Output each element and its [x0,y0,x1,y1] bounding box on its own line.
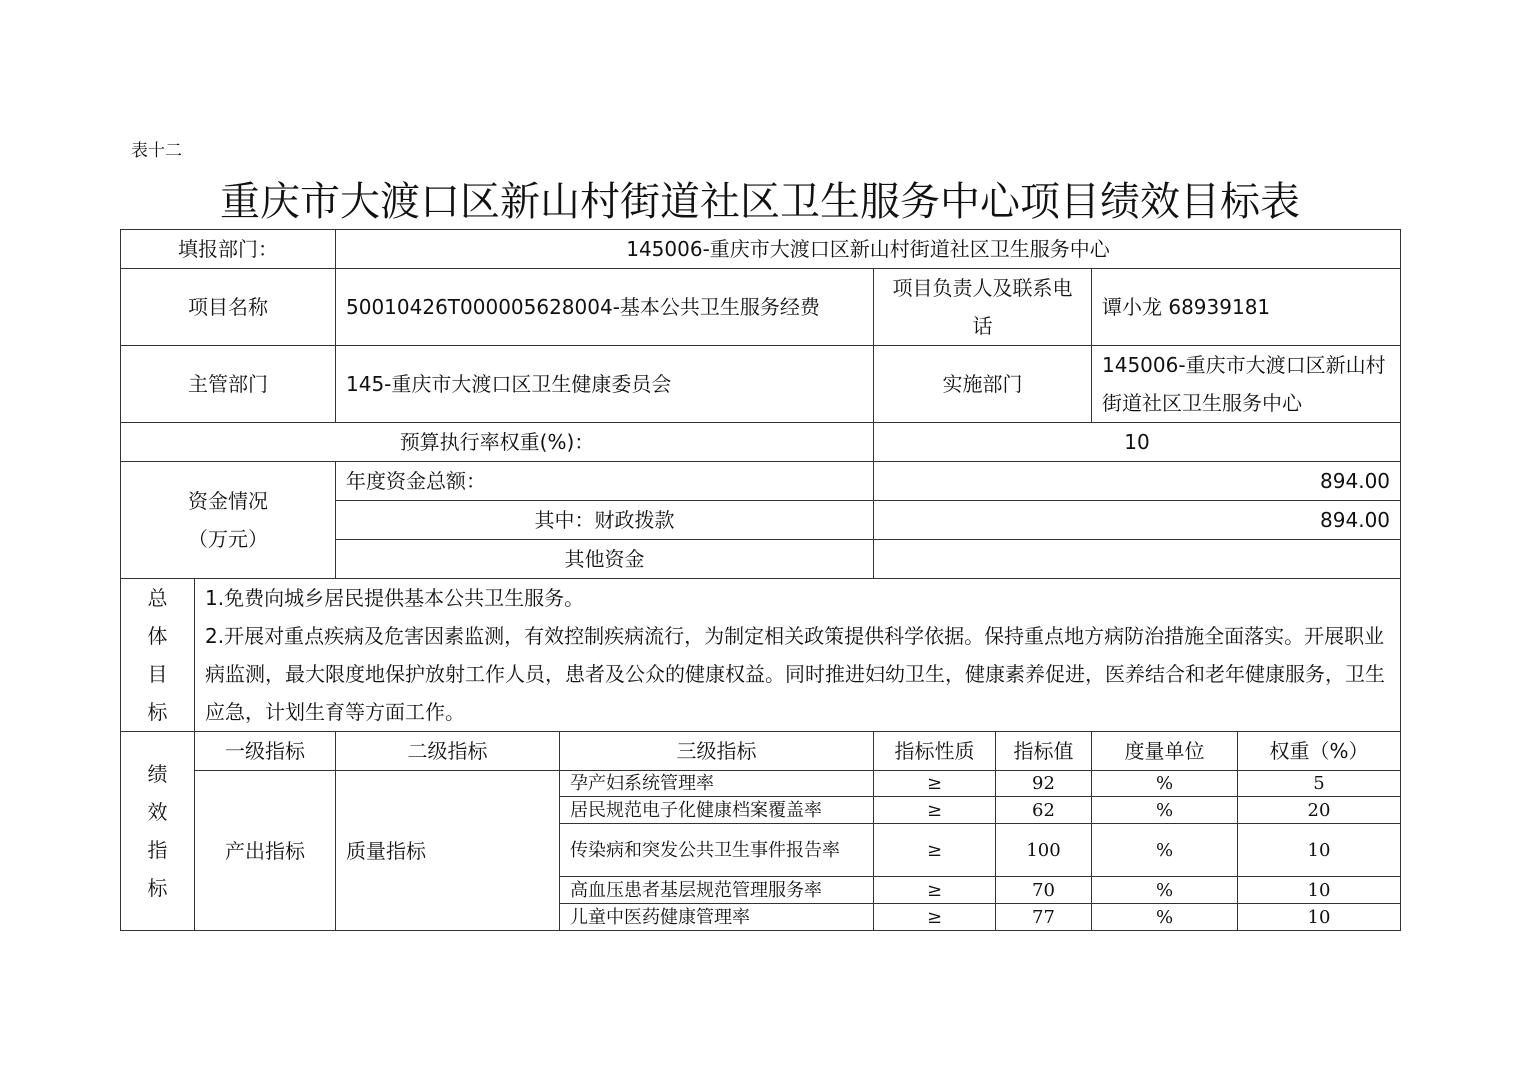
dept-label: 填报部门： [121,230,336,269]
supervisor-value: 145-重庆市大渡口区卫生健康委员会 [336,346,874,423]
header-level3: 三级指标 [560,732,874,771]
header-weight: 权重（%） [1238,732,1401,771]
indicator-row [121,771,1401,797]
other-funds-label: 其他资金 [336,540,874,579]
header-unit: 度量单位 [1092,732,1238,771]
project-name-label: 项目名称 [121,269,336,346]
budget-weight-value: 10 [874,423,1401,462]
indicator-header-row [121,732,1401,771]
indicator-name: 孕产妇系统管理率 [560,771,874,797]
indicator-unit: % [1092,824,1238,877]
goal-line-2: 2.开展对重点疾病及危害因素监测，有效控制疾病流行，为制定相关政策提供科学依据。保持重点地方病防治措施全面落实。开展职业病监测，最大限度地保护放射工作人员，患者及公众的健康权益。同时推进妇幼卫生，健康素养促进，医养结合和老年健康服务，卫生应急，计划生育等方面工作。 [205,624,1385,724]
indicator-unit: % [1092,877,1238,904]
impl-label: 实施部门 [874,346,1092,423]
level2-indicator: 质量指标 [336,771,560,931]
indicator-value: 62 [996,797,1092,824]
fiscal-label: 其中：财政拨款 [336,501,874,540]
document-title: 重庆市大渡口区新山村街道社区卫生服务中心项目绩效目标表 [220,179,1300,225]
level1-indicator: 产出指标 [195,771,336,931]
indicator-name: 传染病和突发公共卫生事件报告率 [560,824,874,877]
indicator-unit: % [1092,797,1238,824]
budget-weight-label: 预算执行率权重(%)： [121,423,874,462]
overall-goal-row [121,579,1401,732]
impl-value: 145006-重庆市大渡口区新山村街道社区卫生服务中心 [1092,346,1401,423]
other-funds-value [874,540,1401,579]
overall-goal-label: 总 体 目 标 [121,579,195,732]
annual-total-label: 年度资金总额： [336,462,874,501]
table-number: 表十二 [131,141,182,161]
indicator-value: 92 [996,771,1092,797]
dept-value: 145006-重庆市大渡口区新山村街道社区卫生服务中心 [336,230,1401,269]
annual-total-value: 894.00 [874,462,1401,501]
performance-target-table [120,229,1401,931]
indicator-name: 高血压患者基层规范管理服务率 [560,877,874,904]
fiscal-value: 894.00 [874,501,1401,540]
indicator-nature: ≥ [874,904,996,931]
indicator-weight: 10 [1238,877,1401,904]
overall-goal-text [195,579,1401,732]
header-nature: 指标性质 [874,732,996,771]
funds-label [121,462,336,579]
indicator-unit: % [1092,771,1238,797]
budget-weight-row [121,423,1401,462]
indicator-name: 居民规范电子化健康档案覆盖率 [560,797,874,824]
indicator-weight: 20 [1238,797,1401,824]
funds-label-line2: （万元） [188,527,268,551]
indicator-name: 儿童中医药健康管理率 [560,904,874,931]
indicator-nature: ≥ [874,824,996,877]
indicator-value: 100 [996,824,1092,877]
indicator-weight: 10 [1238,824,1401,877]
indicator-value: 77 [996,904,1092,931]
goal-line-1: 1.免费向城乡居民提供基本公共卫生服务。 [205,586,585,610]
contact-label: 项目负责人及联系电话 [874,269,1092,346]
indicator-weight: 10 [1238,904,1401,931]
perf-indicator-label: 绩 效 指 标 [121,732,195,931]
header-value: 指标值 [996,732,1092,771]
supervisor-label: 主管部门 [121,346,336,423]
header-level1: 一级指标 [195,732,336,771]
project-name-value: 50010426T000005628004-基本公共卫生服务经费 [336,269,874,346]
funds-total-row [121,462,1401,501]
dept-row [121,230,1401,269]
indicator-nature: ≥ [874,797,996,824]
header-level2: 二级指标 [336,732,560,771]
indicator-unit: % [1092,904,1238,931]
indicator-nature: ≥ [874,771,996,797]
indicator-weight: 5 [1238,771,1401,797]
indicator-nature: ≥ [874,877,996,904]
department-row [121,346,1401,423]
funds-label-line1: 资金情况 [188,489,268,513]
project-name-row [121,269,1401,346]
contact-value: 谭小龙 68939181 [1092,269,1401,346]
indicator-value: 70 [996,877,1092,904]
